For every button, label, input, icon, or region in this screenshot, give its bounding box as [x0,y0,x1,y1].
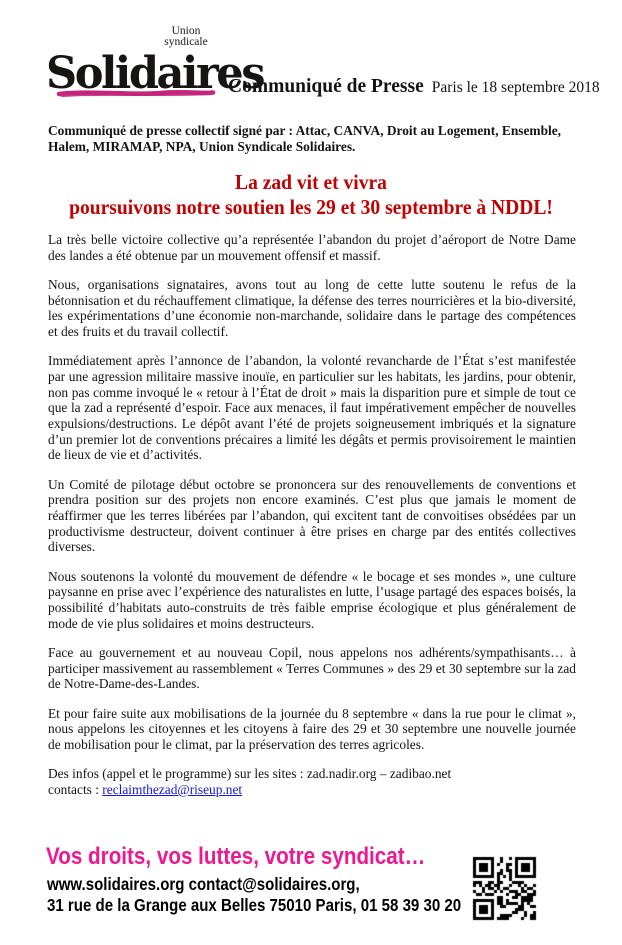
title-line-2: poursuivons notre soutien les 29 et 30 septembre à NDDL! [69,195,553,219]
body-text [48,232,576,798]
contacts-label: contacts : [48,781,103,797]
document-header-line [228,74,608,101]
body-paragraph: Nous, organisations signataires, avons tout au long de cette lutte soutenu le refus de la bétonnisation et du réchauffement climatique, la défense des terres nourricières et la bio-diversité, les expérimentations d’une économie non-marchande, solidaire dans le partage des compétences et des fruits et du travail collectif. [48,276,576,340]
footer-slogan: Vos droits, vos luttes, votre syndicat… [46,843,426,870]
footer-contact-block [47,874,461,916]
body-paragraph: Immédiatement après l’annonce de l’abandon, la volonté revancharde de l’État s’est manifestée par une agression militaire massive inouïe, en particulier sur les habitats, les jardins, pour obtenir, non pas comme invoqué le « retour à l’État de droit » mais la disparition pure et simple de tout ce que la zad a représenté d’espoir. Face aux menaces, il faut impérativement empêcher de nouvelles expulsions/destructions. Le dépôt avant l’été de projets soigneusement imbriqués et la signature d’un premier lot de conventions précaires a limité les dégâts et permis provisoirement le maintien de lieux de vie et d’activités. [48,353,576,463]
footer-website-line: www.solidaires.org contact@solidaires.org, [47,874,360,894]
signatories-paragraph: Communiqué de presse collectif signé par : Attac, CANVA, Droit au Logement, Ensemble, Halem, MIRAMAP, NPA, Union Syndicale Solidaires. [48,123,562,154]
solidaires-logo [46,25,264,104]
dateline: Paris le 18 septembre 2018 [431,79,600,96]
body-paragraph: Un Comité de pilotage début octobre se prononcera sur des renouvellements de conventions et prendra position sur des projets non encore examinés. C’est plus que jamais le moment de réaffirmer que les terres libérées par l’abandon, qui excitent tant de convoitises obsédées par un productivisme destructeur, doivent continuer à être prises en charge par des entités collectives diverses. [48,476,576,555]
brand-underline-stroke [56,88,216,100]
doc-type-heading: Communiqué de Presse [228,76,424,97]
union-label-line1: Union [171,25,201,37]
info-links-block [48,766,576,797]
union-label-line2: syndicale [164,36,208,48]
body-paragraph: Face au gouvernement et au nouveau Copil, nous appelons nos adhérents/sympathisants… à participer massivement au rassemblement « Terres Communes » des 29 et 30 septembre sur la zad de Notre-Dame-des-Landes. [48,644,576,692]
press-title [22,170,600,220]
footer-address-line: 31 rue de la Grange aux Belles 75010 Paris, 01 58 39 30 20 [47,895,462,915]
contacts-line [48,782,576,798]
solidaires-wordmark: Solidaires [46,48,264,99]
email-link[interactable]: reclaimthezad@riseup.net [102,781,243,797]
info-sites-line: Des infos (appel et le programme) sur les sites : zad.nadir.org – zadibao.net [48,766,452,782]
title-line-1: La zad vit et vivra [235,170,387,194]
body-paragraph: La très belle victoire collective qu’a représentée l’abandon du projet d’aéroport de Notre Dame des landes a été obtenue par un mouvement offensif et massif. [48,232,576,263]
qr-code [472,856,538,922]
body-paragraph: Nous soutenons la volonté du mouvement de défendre « le bocage et ses mondes », une culture paysanne en prise avec l’expérience des naturalistes en lutte, l’usage partagé des espaces boisés, la possibilité d’habitats auto-construits de très faible emprise écologique et plus généralement de mode de vie plus solidaires et moins destructeurs. [48,568,576,631]
union-syndicale-label [154,26,218,48]
body-paragraph: Et pour faire suite aux mobilisations de la journée du 8 septembre « dans la rue pour le climat », nous appelons les citoyennes et les citoyens à faire des 29 et 30 septembre une nouvelle journée de mobilisation pour le climat, par la préservation des terres agricoles. [48,705,576,752]
